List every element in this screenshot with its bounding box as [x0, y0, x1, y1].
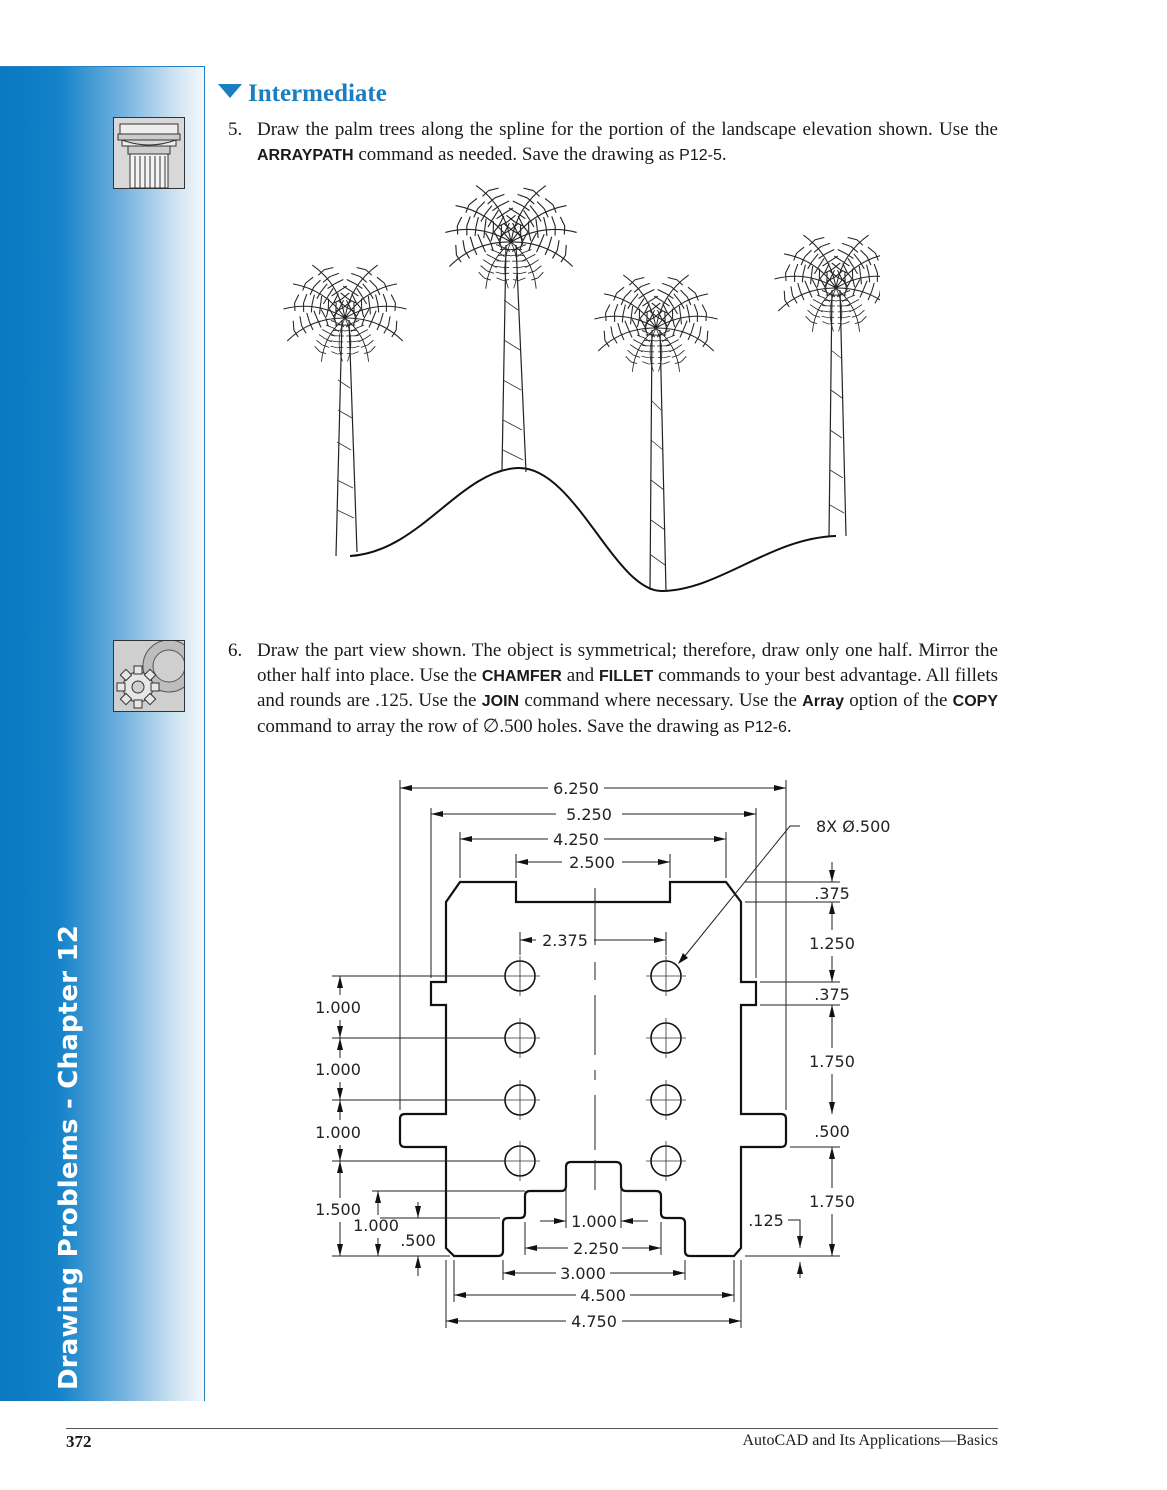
problem-6: 6. Draw the part view shown. The object is symmetrical; therefore, draw only one half. Mirror the other half into place. Use the CHAMFER and FILLET commands to your best advantage. All fillets and rounds are .125. Use the JOIN command where necessary. Use the Array option of the COPY command to array the row of ∅.500 holes. Save the drawing as P12-6. — [228, 640, 999, 737]
dim-l1000d: 1.000 — [353, 1216, 399, 1235]
sidebar-chapter-title: Drawing Problems - Chapter 12 — [54, 924, 84, 1390]
dim-l1000a: 1.000 — [315, 998, 361, 1017]
file-name: P12-5 — [679, 146, 722, 164]
command-join: JOIN — [481, 693, 520, 710]
dim-r1250: 1.250 — [809, 934, 855, 953]
command-array: Array — [802, 693, 844, 710]
dim-b4750: 4.750 — [571, 1312, 617, 1331]
book-title: AutoCAD and Its Applications—Basics — [742, 1432, 998, 1449]
dim-6250: 6.250 — [553, 779, 599, 798]
command-chamfer: CHAMFER — [481, 667, 562, 685]
command-copy: COPY — [952, 693, 999, 710]
dim-r500: .500 — [814, 1122, 850, 1141]
dim-l1500: 1.500 — [315, 1200, 361, 1219]
dim-b3000: 3.000 — [560, 1264, 606, 1283]
problem-5: 5. Draw the palm trees along the spline for the portion of the landscape elevation shown. Use the ARRAYPATH command as needed. Save the drawing as P12-5. — [228, 119, 998, 165]
dim-5250: 5.250 — [566, 805, 612, 824]
command-arraypath: ARRAYPATH — [257, 146, 354, 164]
dim-l1000c: 1.000 — [315, 1123, 361, 1142]
dim-b4500: 4.500 — [580, 1286, 626, 1305]
dim-b2250: 2.250 — [573, 1239, 619, 1258]
dim-4250: 4.250 — [553, 830, 599, 849]
dim-r1750b: 1.750 — [809, 1192, 855, 1211]
dim-holes: 8X Ø.500 — [816, 817, 891, 836]
dim-r1750a: 1.750 — [809, 1052, 855, 1071]
dim-b1000: 1.000 — [571, 1212, 617, 1231]
dim-2500: 2.500 — [569, 853, 615, 872]
footer-rule — [66, 1428, 998, 1429]
dim-r125: .125 — [748, 1211, 784, 1230]
dim-r375b: .375 — [814, 985, 850, 1004]
page-number: 372 — [66, 1432, 92, 1451]
dim-2375: 2.375 — [542, 931, 588, 950]
dim-r375a: .375 — [814, 884, 850, 903]
dim-l500: .500 — [400, 1231, 436, 1250]
command-fillet: FILLET — [599, 667, 654, 685]
section-heading: Intermediate — [218, 80, 387, 108]
dim-l1000b: 1.000 — [315, 1060, 361, 1079]
part-outline — [400, 882, 786, 1256]
holes — [505, 961, 681, 1176]
file-name: P12-6 — [744, 718, 787, 736]
